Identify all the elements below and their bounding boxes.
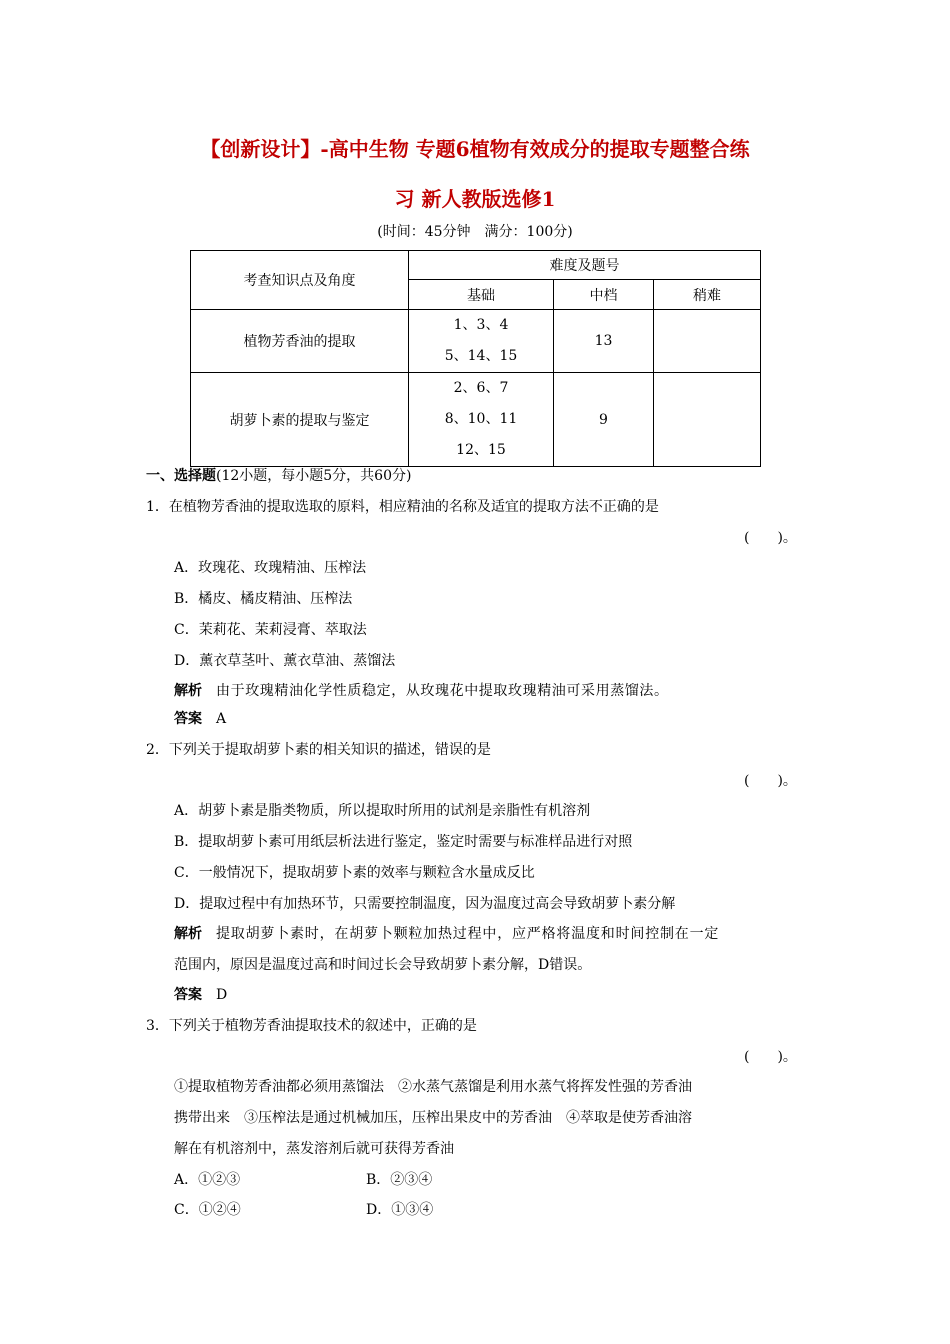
time-score-info: (时间：45分钟 满分：100分) — [377, 224, 573, 240]
q1-analysis — [174, 681, 669, 701]
section-info: (12小题，每小题5分，共60分) — [216, 468, 412, 484]
section-label: 一、选择题 — [146, 468, 216, 484]
answer-value: A — [216, 711, 227, 727]
row-topic: 植物芳香油的提取 — [191, 310, 409, 373]
q3-answer-paren: ( )。 — [744, 1049, 797, 1065]
q1-option-b: B．橘皮、橘皮精油、压榨法 — [174, 591, 353, 607]
basic-line: 12、15 — [456, 442, 506, 458]
q1-option-c: C．茉莉花、茉莉浸膏、萃取法 — [174, 622, 367, 638]
q2-option-c: C．一般情况下，提取胡萝卜素的效率与颗粒含水量成反比 — [174, 865, 535, 881]
q1-answer — [174, 709, 226, 729]
section-heading — [146, 466, 411, 486]
analysis-label: 解析 — [174, 926, 202, 942]
q2-analysis — [174, 924, 719, 944]
q3-statement-line3: 解在有机溶剂中，蒸发溶剂后就可获得芳香油 — [174, 1141, 454, 1157]
q2-analysis-cont: 范围内，原因是温度过高和时间过长会导致胡萝卜素分解，D错误。 — [174, 957, 592, 973]
knowledge-table — [190, 250, 761, 467]
q2-option-d: D．提取过程中有加热环节，只需要控制温度，因为温度过高会导致胡萝卜素分解 — [174, 896, 676, 912]
q1-option-a: A．玫瑰花、玫瑰精油、压榨法 — [174, 560, 367, 576]
row-mid: 9 — [554, 373, 654, 467]
q1-option-d: D．薰衣草茎叶、薰衣草油、蒸馏法 — [174, 653, 396, 669]
q2-answer — [174, 985, 227, 1005]
q2-answer-paren: ( )。 — [744, 773, 797, 789]
basic-line: 5、14、15 — [444, 348, 518, 364]
q3-option-b: B．②③④ — [366, 1172, 433, 1188]
header-difficulty: 难度及题号 — [409, 251, 761, 280]
row-basic — [409, 310, 554, 373]
table-row — [191, 373, 761, 467]
q3-option-d: D．①③④ — [366, 1202, 434, 1218]
analysis-label: 解析 — [174, 683, 202, 699]
analysis-text: 提取胡萝卜素时，在胡萝卜颗粒加热过程中，应严格将温度和时间控制在一定 — [216, 926, 720, 942]
q3-statement-line1: ①提取植物芳香油都必须用蒸馏法 ②水蒸气蒸馏是利用水蒸气将挥发性强的芳香油 — [174, 1079, 692, 1095]
q3-stem: 3．下列关于植物芳香油提取技术的叙述中，正确的是 — [146, 1018, 477, 1034]
row-mid: 13 — [554, 310, 654, 373]
q3-statement-line2: 携带出来 ③压榨法是通过机械加压，压榨出果皮中的芳香油 ④萃取是使芳香油溶 — [174, 1110, 692, 1126]
doc-title-line2: 习 新人教版选修1 — [394, 187, 556, 211]
q1-answer-paren: ( )。 — [744, 530, 797, 546]
row-hard — [654, 310, 761, 373]
analysis-text: 由于玫瑰精油化学性质稳定，从玫瑰花中提取玫瑰精油可采用蒸馏法。 — [216, 683, 669, 699]
header-topic: 考查知识点及角度 — [191, 251, 409, 310]
answer-label: 答案 — [174, 987, 202, 1003]
row-topic: 胡萝卜素的提取与鉴定 — [191, 373, 409, 467]
q2-option-b: B．提取胡萝卜素可用纸层析法进行鉴定，鉴定时需要与标准样品进行对照 — [174, 834, 633, 850]
basic-line: 1、3、4 — [453, 317, 509, 333]
answer-label: 答案 — [174, 711, 202, 727]
q2-option-a: A．胡萝卜素是脂类物质，所以提取时所用的试剂是亲脂性有机溶剂 — [174, 803, 591, 819]
answer-value: D — [216, 987, 228, 1003]
basic-line: 2、6、7 — [453, 380, 509, 396]
q2-stem: 2．下列关于提取胡萝卜素的相关知识的描述，错误的是 — [146, 742, 491, 758]
basic-line: 8、10、11 — [444, 411, 518, 427]
row-basic — [409, 373, 554, 467]
q3-option-a: A．①②③ — [174, 1172, 241, 1188]
doc-title-line1: 【创新设计】-高中生物 专题6植物有效成分的提取专题整合练 — [200, 137, 750, 161]
header-hard: 稍难 — [654, 280, 761, 310]
header-mid: 中档 — [554, 280, 654, 310]
header-basic: 基础 — [409, 280, 554, 310]
q3-option-c: C．①②④ — [174, 1202, 241, 1218]
table-row — [191, 310, 761, 373]
q1-stem: 1．在植物芳香油的提取选取的原料，相应精油的名称及适宜的提取方法不正确的是 — [146, 499, 659, 515]
row-hard — [654, 373, 761, 467]
